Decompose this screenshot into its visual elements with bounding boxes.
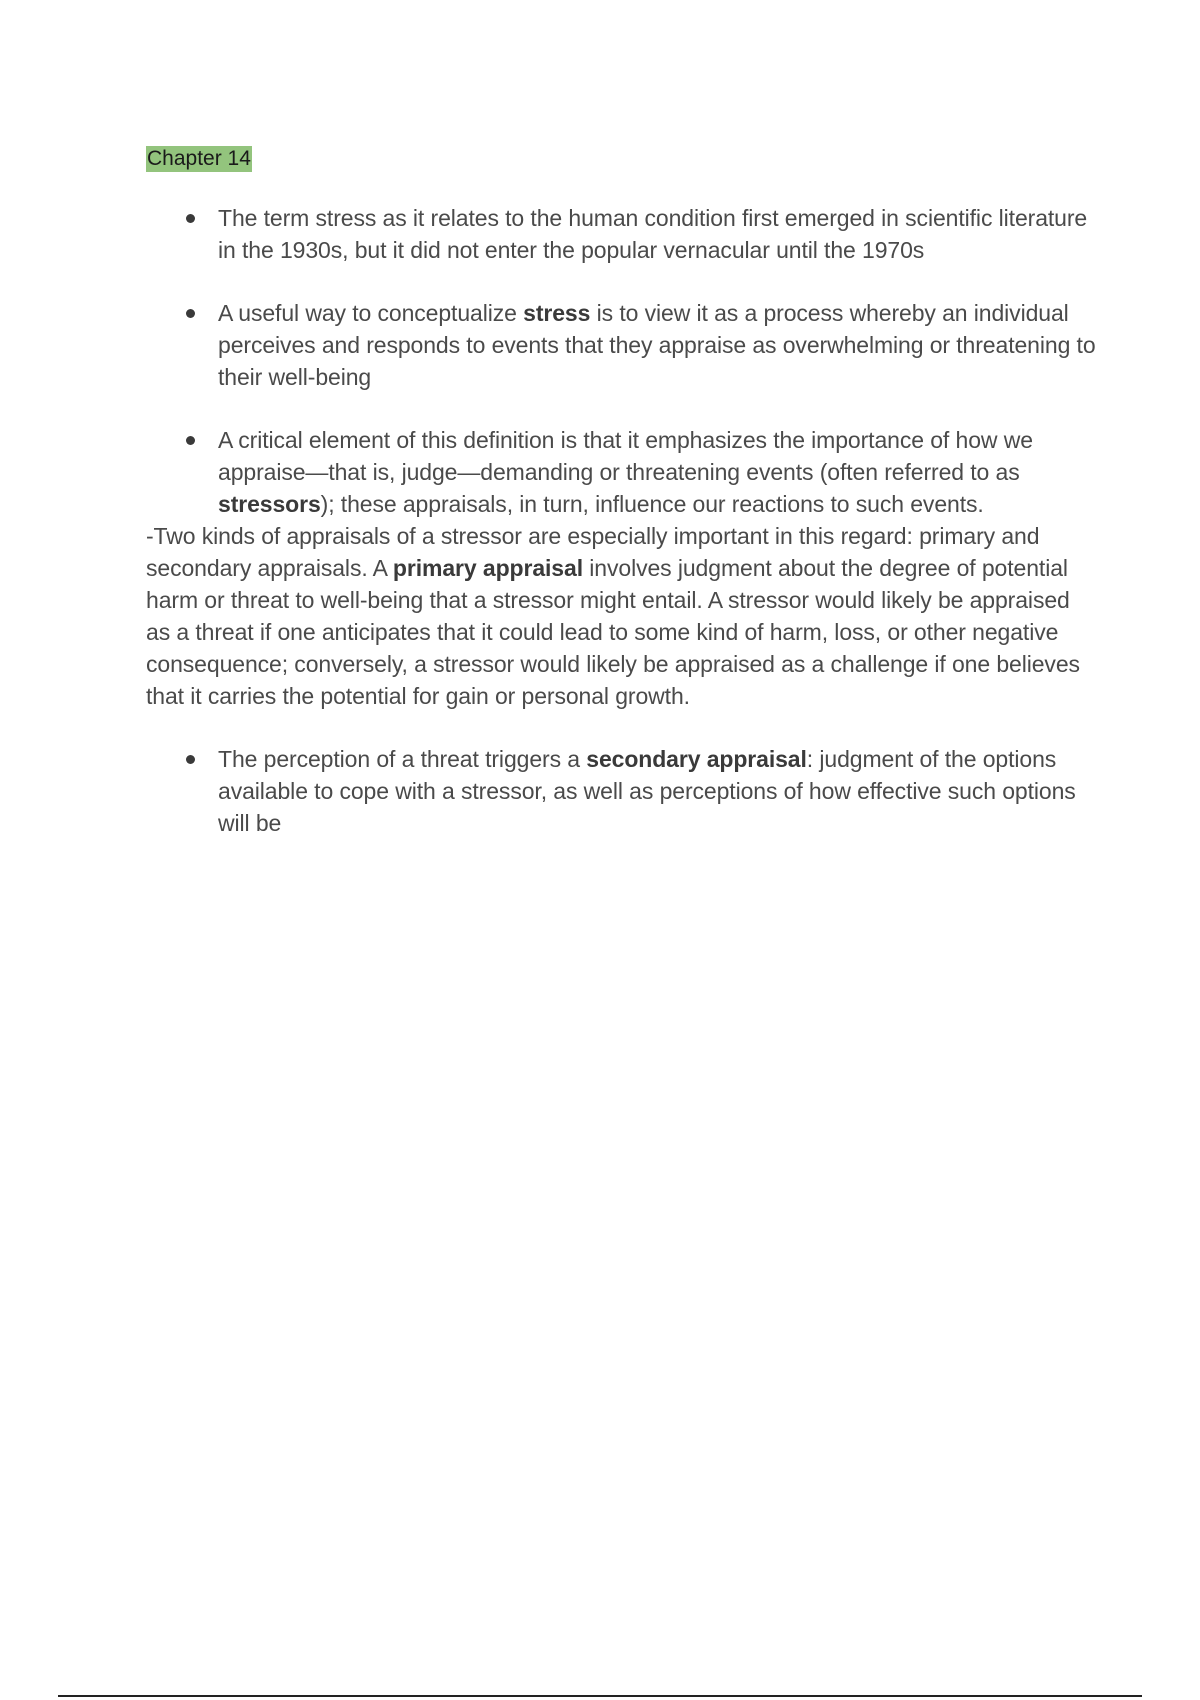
bullet-dot-icon bbox=[186, 436, 195, 445]
bullet-item-stress-definition bbox=[146, 297, 1096, 393]
bullet-text-pre: The perception of a threat triggers a bbox=[218, 746, 587, 772]
bullet-dot-icon bbox=[186, 309, 195, 318]
bullet-text-post: : judgment of the options available to cope with a stressor, as well as perceptions of how effective such options will be bbox=[218, 746, 1076, 836]
bullet-text-pre: A critical element of this definition is that it emphasizes the importance of how we appraise—that is, judge—demanding or threatening events (often referred to as bbox=[218, 427, 1033, 485]
bullet-list-3 bbox=[146, 424, 1096, 520]
bullet-list-4 bbox=[146, 743, 1096, 839]
bold-term-primary-appraisal: primary appraisal bbox=[392, 555, 583, 581]
chapter-heading: Chapter 14 bbox=[147, 147, 251, 170]
bullet-list-1 bbox=[146, 202, 1096, 266]
bullet-list-2 bbox=[146, 297, 1096, 393]
bold-term-stressors: stressors bbox=[218, 491, 321, 517]
bullet-text-pre: A useful way to conceptualize bbox=[218, 300, 524, 326]
bullet-item-stress-history bbox=[146, 202, 1096, 266]
bullet-item-secondary-appraisal bbox=[146, 743, 1096, 839]
bullet-text-post: ); these appraisals, in turn, influence our reactions to such events. bbox=[320, 491, 984, 517]
paragraph-text-post: involves judgment about the degree of potential harm or threat to well-being that a stressor might entail. A stressor would likely be appraised as a threat if one anticipates that it could lead to some kind of harm, loss, or other negative consequence; conversely, a stressor would likely be appraised as a challenge if one believes that it carries the potential for gain or personal growth. bbox=[146, 555, 1080, 709]
bullet-text-post: is to view it as a process whereby an individual perceives and responds to events that they appraise as overwhelming or threatening to their well-being bbox=[218, 300, 1096, 390]
bullet-item-appraisal bbox=[146, 424, 1096, 520]
bold-term-stress: stress bbox=[523, 300, 591, 326]
bullet-dot-icon bbox=[186, 214, 195, 223]
paragraph-text-pre: -Two kinds of appraisals of a stressor are especially important in this regard: primary and secondary appraisals. A bbox=[146, 523, 1040, 581]
footer-divider bbox=[58, 1695, 1142, 1697]
appraisal-paragraph bbox=[146, 520, 1096, 712]
bullet-dot-icon bbox=[186, 755, 195, 764]
bullet-text: The term stress as it relates to the human condition first emerged in scientific literature in the 1930s, but it did not enter the popular vernacular until the 1970s bbox=[218, 205, 1088, 263]
notes-content bbox=[146, 202, 1096, 839]
bold-term-secondary-appraisal: secondary appraisal bbox=[586, 746, 807, 772]
